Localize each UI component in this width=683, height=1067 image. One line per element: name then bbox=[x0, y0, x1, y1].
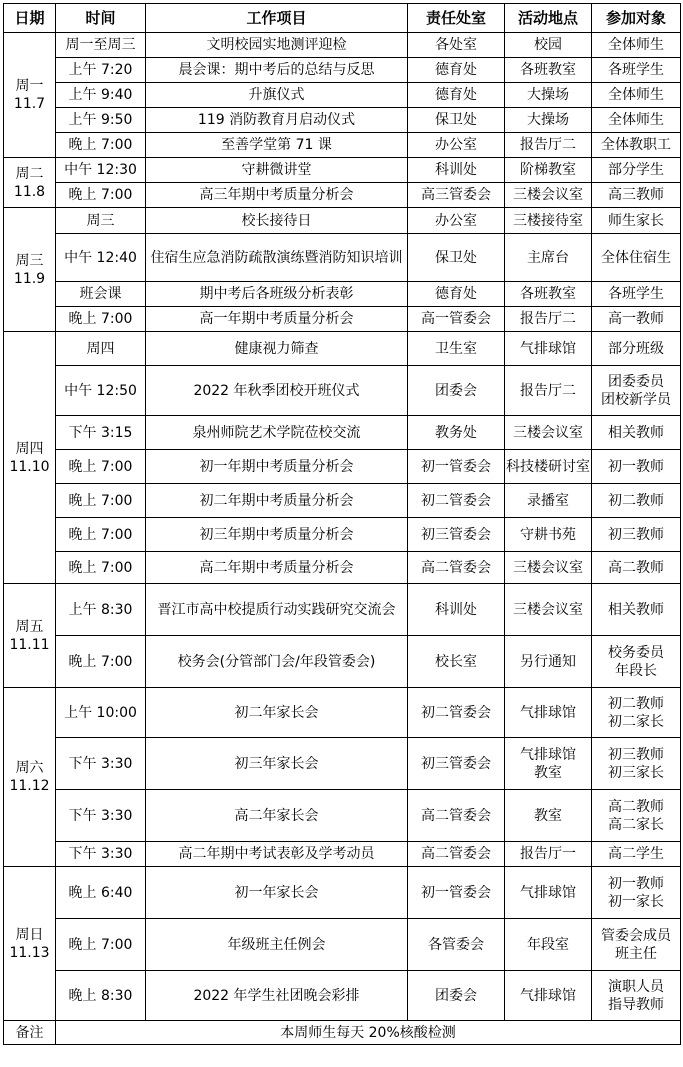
time-cell: 上午 7:20 bbox=[56, 58, 146, 83]
time-cell: 周三 bbox=[56, 208, 146, 234]
people-cell: 高三教师 bbox=[592, 183, 681, 208]
people-cell: 全体教职工 bbox=[592, 133, 681, 158]
dept-cell: 团委会 bbox=[408, 971, 505, 1021]
time-cell: 下午 3:30 bbox=[56, 842, 146, 867]
dept-cell: 初一管委会 bbox=[408, 450, 505, 484]
schedule-row bbox=[4, 58, 681, 83]
dept-cell: 高一管委会 bbox=[408, 307, 505, 332]
people-cell-line1: 初二教师 bbox=[608, 695, 664, 712]
date-label: 11.11 bbox=[9, 636, 50, 653]
item-cell: 初二年家长会 bbox=[146, 688, 408, 738]
date-cell bbox=[4, 688, 56, 867]
weekday-label: 周日 bbox=[15, 926, 44, 943]
date-label: 11.8 bbox=[13, 183, 46, 200]
schedule-row bbox=[4, 842, 681, 867]
dept-cell: 卫生室 bbox=[408, 332, 505, 366]
dept-cell: 高二管委会 bbox=[408, 842, 505, 867]
people-cell: 各班学生 bbox=[592, 58, 681, 83]
time-cell: 晚上 7:00 bbox=[56, 307, 146, 332]
place-cell: 各班教室 bbox=[505, 58, 592, 83]
item-cell: 升旗仪式 bbox=[146, 83, 408, 108]
date-label: 11.13 bbox=[9, 944, 50, 961]
time-cell: 上午 9:50 bbox=[56, 108, 146, 133]
date-cell bbox=[4, 33, 56, 158]
item-cell: 初一年期中考质量分析会 bbox=[146, 450, 408, 484]
people-cell-line2: 指导教师 bbox=[608, 996, 664, 1013]
dept-cell: 初二管委会 bbox=[408, 484, 505, 518]
item-cell: 健康视力筛查 bbox=[146, 332, 408, 366]
schedule-row bbox=[4, 738, 681, 790]
people-cell: 高一教师 bbox=[592, 307, 681, 332]
people-cell-line2: 初三家长 bbox=[608, 764, 664, 781]
people-cell: 全体住宿生 bbox=[592, 234, 681, 282]
weekday-label: 周三 bbox=[15, 252, 44, 269]
people-cell-line2: 团校新学员 bbox=[601, 391, 671, 408]
item-cell: 2022 年学生社团晚会彩排 bbox=[146, 971, 408, 1021]
schedule-row bbox=[4, 688, 681, 738]
people-cell: 部分学生 bbox=[592, 158, 681, 183]
time-cell: 上午 9:40 bbox=[56, 83, 146, 108]
schedule-row bbox=[4, 108, 681, 133]
schedule-row bbox=[4, 307, 681, 332]
header-people: 参加对象 bbox=[592, 4, 681, 33]
dept-cell: 初三管委会 bbox=[408, 518, 505, 552]
people-cell bbox=[592, 867, 681, 919]
dept-cell: 团委会 bbox=[408, 366, 505, 416]
people-cell-line1: 团委委员 bbox=[608, 373, 664, 390]
schedule-row bbox=[4, 208, 681, 234]
schedule-row bbox=[4, 971, 681, 1021]
date-cell bbox=[4, 158, 56, 208]
time-cell: 晚上 8:30 bbox=[56, 971, 146, 1021]
people-cell: 初三教师 bbox=[592, 518, 681, 552]
schedule-row bbox=[4, 790, 681, 842]
item-cell: 高一年期中考质量分析会 bbox=[146, 307, 408, 332]
place-cell: 阶梯教室 bbox=[505, 158, 592, 183]
weekday-label: 周五 bbox=[15, 618, 44, 635]
date-cell bbox=[4, 867, 56, 1021]
time-cell: 晚上 7:00 bbox=[56, 518, 146, 552]
item-cell: 年级班主任例会 bbox=[146, 919, 408, 971]
time-cell: 上午 8:30 bbox=[56, 584, 146, 636]
dept-cell: 各管委会 bbox=[408, 919, 505, 971]
place-cell: 主席台 bbox=[505, 234, 592, 282]
dept-cell: 各处室 bbox=[408, 33, 505, 58]
dept-cell: 科训处 bbox=[408, 158, 505, 183]
schedule-row bbox=[4, 919, 681, 971]
date-label: 11.10 bbox=[9, 458, 50, 475]
time-cell: 中午 12:50 bbox=[56, 366, 146, 416]
schedule-row bbox=[4, 158, 681, 183]
date-cell bbox=[4, 584, 56, 688]
people-cell bbox=[592, 636, 681, 688]
date-cell bbox=[4, 332, 56, 584]
header-dept: 责任处室 bbox=[408, 4, 505, 33]
time-cell: 晚上 6:40 bbox=[56, 867, 146, 919]
item-cell: 校务会(分管部门会/年段管委会) bbox=[146, 636, 408, 688]
schedule-row bbox=[4, 332, 681, 366]
place-cell: 三楼接待室 bbox=[505, 208, 592, 234]
time-cell: 下午 3:30 bbox=[56, 738, 146, 790]
people-cell-line2: 年段长 bbox=[615, 662, 657, 679]
note-label: 备注 bbox=[4, 1021, 56, 1045]
date-label: 11.7 bbox=[13, 96, 46, 112]
place-cell-line2: 教室 bbox=[534, 764, 562, 781]
people-cell: 全体师生 bbox=[592, 33, 681, 58]
date-label: 11.9 bbox=[13, 270, 46, 287]
item-cell: 高二年期中考试表彰及学考动员 bbox=[146, 842, 408, 867]
note-text: 本周师生每天 20%核酸检测 bbox=[56, 1021, 681, 1045]
people-cell bbox=[592, 790, 681, 842]
schedule-row bbox=[4, 584, 681, 636]
place-cell: 各班教室 bbox=[505, 282, 592, 307]
header-place: 活动地点 bbox=[505, 4, 592, 33]
item-cell: 初一年家长会 bbox=[146, 867, 408, 919]
people-cell: 相关教师 bbox=[592, 584, 681, 636]
people-cell-line2: 初二家长 bbox=[608, 713, 664, 730]
dept-cell: 保卫处 bbox=[408, 234, 505, 282]
item-cell: 119 消防教育月启动仪式 bbox=[146, 108, 408, 133]
item-cell: 高二年期中考质量分析会 bbox=[146, 552, 408, 584]
place-cell: 守耕书苑 bbox=[505, 518, 592, 552]
place-cell: 科技楼研讨室 bbox=[505, 450, 592, 484]
time-cell: 中午 12:30 bbox=[56, 158, 146, 183]
people-cell: 相关教师 bbox=[592, 416, 681, 450]
schedule-row bbox=[4, 450, 681, 484]
item-cell: 泉州师院艺术学院莅校交流 bbox=[146, 416, 408, 450]
place-cell: 气排球馆 bbox=[505, 971, 592, 1021]
people-cell-line2: 班主任 bbox=[615, 945, 657, 962]
people-cell: 全体师生 bbox=[592, 83, 681, 108]
time-cell: 晚上 7:00 bbox=[56, 484, 146, 518]
people-cell: 全体师生 bbox=[592, 108, 681, 133]
place-cell: 年段室 bbox=[505, 919, 592, 971]
schedule-row bbox=[4, 636, 681, 688]
item-cell: 晨会课：期中考后的总结与反思 bbox=[146, 58, 408, 83]
people-cell-line2: 高二家长 bbox=[608, 816, 664, 833]
place-cell: 教室 bbox=[505, 790, 592, 842]
people-cell bbox=[592, 738, 681, 790]
time-cell: 晚上 7:00 bbox=[56, 636, 146, 688]
people-cell-line1: 校务委员 bbox=[608, 644, 664, 661]
place-cell bbox=[505, 738, 592, 790]
date-cell bbox=[4, 208, 56, 332]
time-cell: 晚上 7:00 bbox=[56, 133, 146, 158]
weekday-label: 周四 bbox=[15, 440, 44, 457]
time-cell: 晚上 7:00 bbox=[56, 919, 146, 971]
place-cell: 大操场 bbox=[505, 83, 592, 108]
schedule-body bbox=[4, 33, 681, 1045]
people-cell: 各班学生 bbox=[592, 282, 681, 307]
place-cell: 报告厅二 bbox=[505, 366, 592, 416]
people-cell: 初一教师 bbox=[592, 450, 681, 484]
place-cell: 校园 bbox=[505, 33, 592, 58]
dept-cell: 高三管委会 bbox=[408, 183, 505, 208]
weekday-label: 周一 bbox=[15, 78, 44, 94]
place-cell: 三楼会议室 bbox=[505, 416, 592, 450]
time-cell: 班会课 bbox=[56, 282, 146, 307]
time-cell: 下午 3:15 bbox=[56, 416, 146, 450]
dept-cell: 高二管委会 bbox=[408, 552, 505, 584]
dept-cell: 初一管委会 bbox=[408, 867, 505, 919]
dept-cell: 高二管委会 bbox=[408, 790, 505, 842]
weekday-label: 周二 bbox=[15, 165, 44, 182]
header-item: 工作项目 bbox=[146, 4, 408, 33]
dept-cell: 保卫处 bbox=[408, 108, 505, 133]
dept-cell: 德育处 bbox=[408, 83, 505, 108]
item-cell: 高三年期中考质量分析会 bbox=[146, 183, 408, 208]
place-cell: 大操场 bbox=[505, 108, 592, 133]
item-cell: 守耕微讲堂 bbox=[146, 158, 408, 183]
place-cell: 报告厅二 bbox=[505, 307, 592, 332]
dept-cell: 初三管委会 bbox=[408, 738, 505, 790]
schedule-row bbox=[4, 552, 681, 584]
people-cell: 部分班级 bbox=[592, 332, 681, 366]
people-cell: 师生家长 bbox=[592, 208, 681, 234]
dept-cell: 初二管委会 bbox=[408, 688, 505, 738]
place-cell: 三楼会议室 bbox=[505, 584, 592, 636]
dept-cell: 德育处 bbox=[408, 58, 505, 83]
people-cell-line1: 初一教师 bbox=[608, 875, 664, 892]
header-row bbox=[4, 4, 681, 33]
time-cell: 晚上 7:00 bbox=[56, 183, 146, 208]
item-cell: 校长接待日 bbox=[146, 208, 408, 234]
people-cell-line2: 初一家长 bbox=[608, 893, 664, 910]
item-cell: 期中考后各班级分析表彰 bbox=[146, 282, 408, 307]
place-cell: 气排球馆 bbox=[505, 867, 592, 919]
people-cell bbox=[592, 919, 681, 971]
place-cell: 另行通知 bbox=[505, 636, 592, 688]
place-cell-line1: 气排球馆 bbox=[520, 746, 576, 763]
people-cell: 高二学生 bbox=[592, 842, 681, 867]
people-cell-line1: 演职人员 bbox=[608, 978, 664, 995]
schedule-row bbox=[4, 83, 681, 108]
place-cell: 录播室 bbox=[505, 484, 592, 518]
place-cell: 气排球馆 bbox=[505, 688, 592, 738]
item-cell: 初三年家长会 bbox=[146, 738, 408, 790]
schedule-row bbox=[4, 416, 681, 450]
item-cell: 2022 年秋季团校开班仪式 bbox=[146, 366, 408, 416]
dept-cell: 办公室 bbox=[408, 208, 505, 234]
schedule-row bbox=[4, 282, 681, 307]
note-row bbox=[4, 1021, 681, 1045]
people-cell bbox=[592, 366, 681, 416]
people-cell-line1: 高二教师 bbox=[608, 798, 664, 815]
item-cell: 至善学堂第 71 课 bbox=[146, 133, 408, 158]
item-cell: 住宿生应急消防疏散演练暨消防知识培训 bbox=[146, 234, 408, 282]
place-cell: 报告厅一 bbox=[505, 842, 592, 867]
schedule-row bbox=[4, 518, 681, 552]
people-cell bbox=[592, 688, 681, 738]
time-cell: 下午 3:30 bbox=[56, 790, 146, 842]
dept-cell: 教务处 bbox=[408, 416, 505, 450]
dept-cell: 办公室 bbox=[408, 133, 505, 158]
time-cell: 中午 12:40 bbox=[56, 234, 146, 282]
time-cell: 上午 10:00 bbox=[56, 688, 146, 738]
item-cell: 文明校园实地测评迎检 bbox=[146, 33, 408, 58]
item-cell: 高二年家长会 bbox=[146, 790, 408, 842]
schedule-row bbox=[4, 366, 681, 416]
item-cell: 初二年期中考质量分析会 bbox=[146, 484, 408, 518]
time-cell: 周一至周三 bbox=[56, 33, 146, 58]
place-cell: 三楼会议室 bbox=[505, 552, 592, 584]
schedule-row bbox=[4, 183, 681, 208]
weekly-schedule-table bbox=[3, 3, 681, 1045]
item-cell: 晋江市高中校提质行动实践研究交流会 bbox=[146, 584, 408, 636]
place-cell: 三楼会议室 bbox=[505, 183, 592, 208]
dept-cell: 校长室 bbox=[408, 636, 505, 688]
dept-cell: 科训处 bbox=[408, 584, 505, 636]
people-cell: 高二教师 bbox=[592, 552, 681, 584]
date-label: 11.12 bbox=[9, 778, 50, 794]
people-cell: 初二教师 bbox=[592, 484, 681, 518]
people-cell-line1: 管委会成员 bbox=[601, 927, 671, 944]
schedule-row bbox=[4, 33, 681, 58]
item-cell: 初三年期中考质量分析会 bbox=[146, 518, 408, 552]
time-cell: 晚上 7:00 bbox=[56, 450, 146, 484]
weekday-label: 周六 bbox=[15, 760, 44, 776]
place-cell: 气排球馆 bbox=[505, 332, 592, 366]
people-cell bbox=[592, 971, 681, 1021]
header-time: 时间 bbox=[56, 4, 146, 33]
time-cell: 晚上 7:00 bbox=[56, 552, 146, 584]
time-cell: 周四 bbox=[56, 332, 146, 366]
dept-cell: 德育处 bbox=[408, 282, 505, 307]
schedule-row bbox=[4, 484, 681, 518]
schedule-row bbox=[4, 867, 681, 919]
header-date: 日期 bbox=[4, 4, 56, 33]
schedule-row bbox=[4, 133, 681, 158]
people-cell-line1: 初三教师 bbox=[608, 746, 664, 763]
place-cell: 报告厅二 bbox=[505, 133, 592, 158]
schedule-row bbox=[4, 234, 681, 282]
